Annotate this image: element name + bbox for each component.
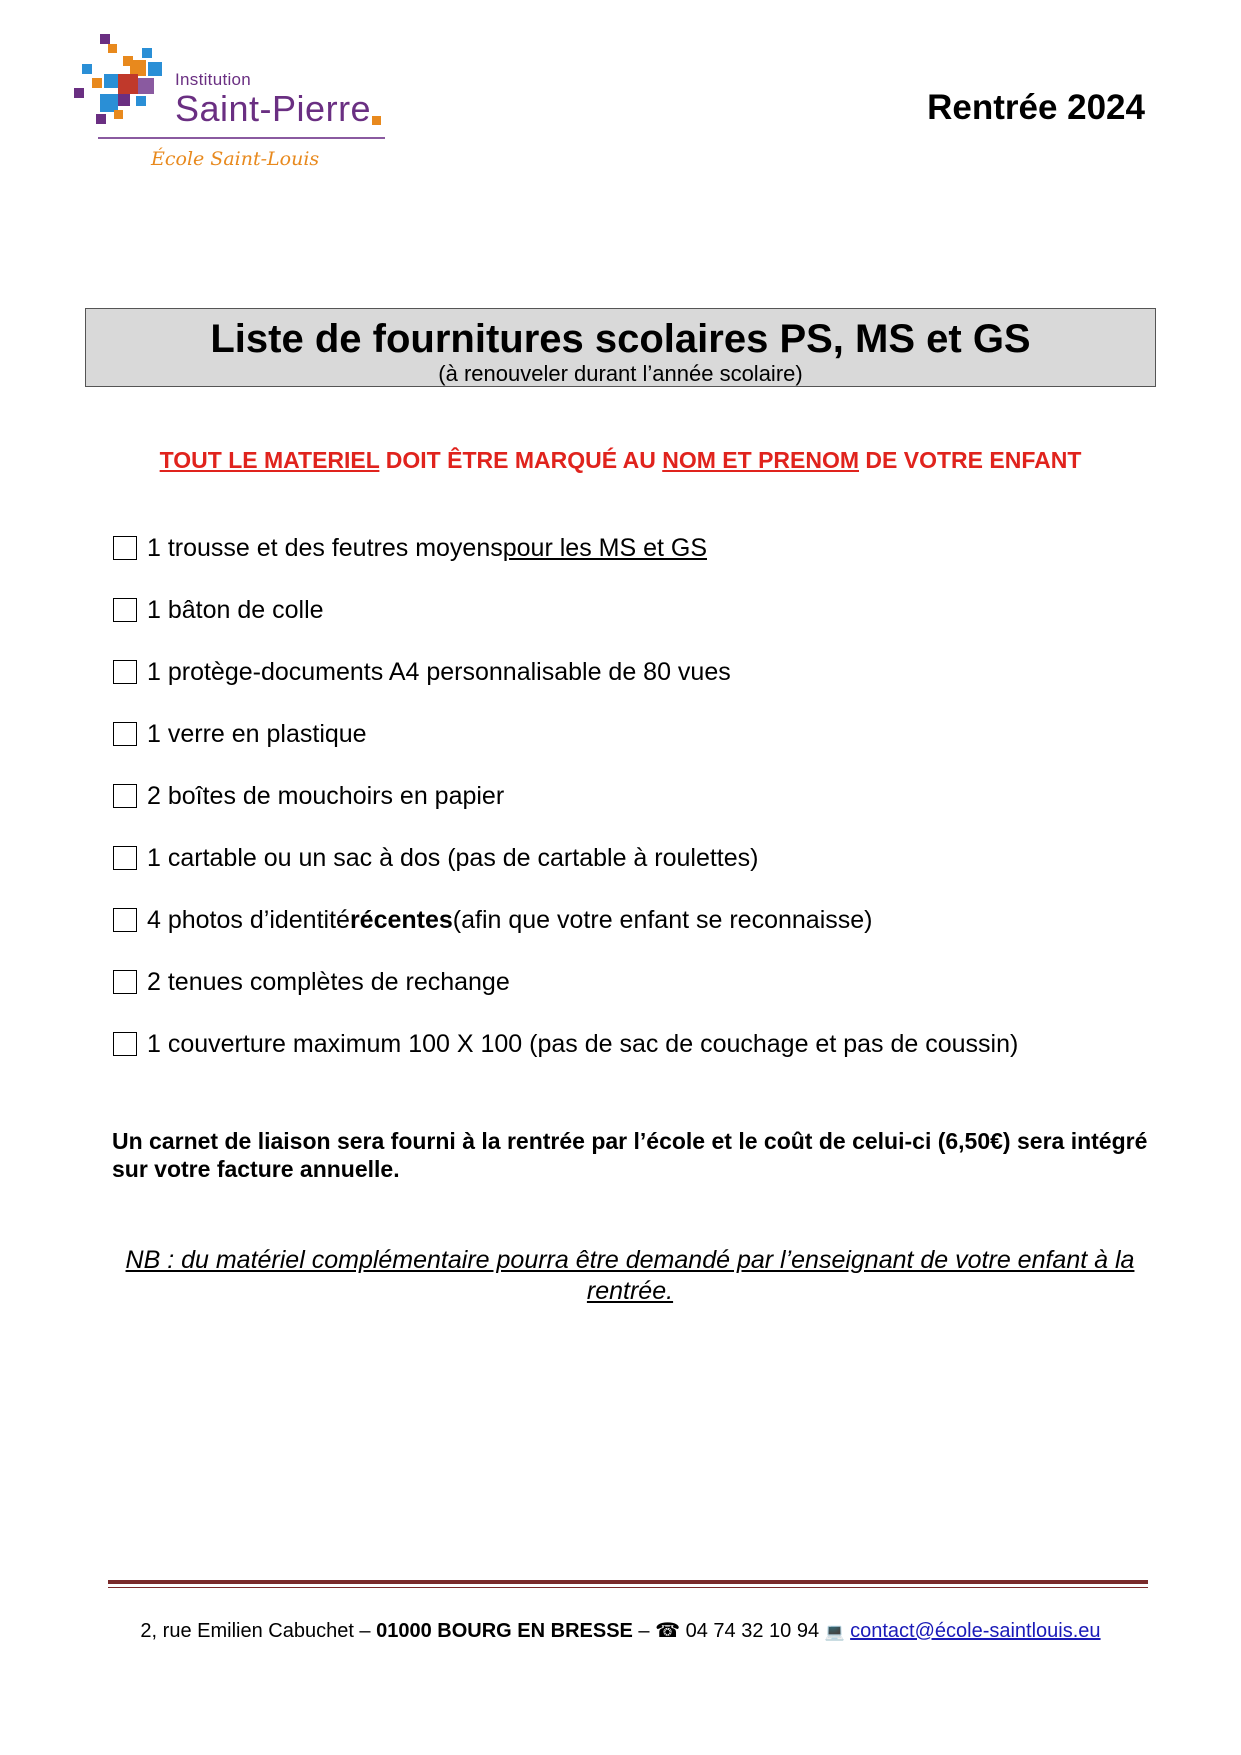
footer-divider (108, 1580, 1148, 1584)
checkbox-icon[interactable] (113, 598, 137, 622)
checklist-item (113, 597, 1018, 623)
supply-checklist (113, 535, 1018, 1093)
warning-notice (0, 447, 1241, 474)
logo-name: Saint-Pierre (175, 88, 372, 129)
checkbox-icon[interactable] (113, 908, 137, 932)
nb-notice: NB : du matériel complémentaire pourra être demandé par l’enseignant de votre enfant à la rentrée. (125, 1246, 1135, 1305)
logo-square (118, 94, 130, 106)
logo-square (372, 116, 381, 125)
logo-school: École Saint-Louis (151, 148, 320, 170)
logo-square (100, 34, 110, 44)
checklist-item (113, 535, 1018, 561)
checkbox-icon[interactable] (113, 846, 137, 870)
logo-square (92, 78, 102, 88)
warning-part-2: DOIT ÊTRE MARQUÉ AU (379, 447, 663, 473)
checklist-item (113, 721, 1018, 747)
checkbox-icon[interactable] (113, 660, 137, 684)
footer-contact (0, 1618, 1241, 1643)
page-title: Liste de fournitures scolaires PS, MS et GS (210, 317, 1031, 361)
logo-divider (98, 137, 385, 139)
warning-part-1: TOUT LE MATERIEL (159, 447, 380, 473)
item-text: 2 boîtes de mouchoirs en papier (147, 781, 505, 810)
item-text: 4 photos d’identité (147, 905, 350, 934)
checkbox-icon[interactable] (113, 784, 137, 808)
item-text: 1 protège-documents A4 personnalisable de 80 vues (147, 657, 731, 686)
computer-icon: 💻 (824, 1624, 845, 1641)
logo-institution: Institution (175, 70, 252, 89)
item-text: 1 verre en plastique (147, 719, 367, 748)
logo-square (96, 114, 106, 124)
logo-square (138, 78, 154, 94)
item-text-after: (afin que votre enfant se reconnaisse) (452, 905, 873, 934)
checkbox-icon[interactable] (113, 1032, 137, 1056)
checklist-item (113, 659, 1018, 685)
checklist-item (113, 783, 1018, 809)
carnet-notice: Un carnet de liaison sera fourni à la rentrée par l’école et le coût de celui-ci (6,50€) sera intégré sur votre facture annuelle. (112, 1128, 1148, 1182)
logo-square (142, 48, 152, 58)
rentree-heading: Rentrée 2024 (927, 88, 1145, 127)
warning-part-4: DE VOTRE ENFANT (859, 447, 1082, 473)
footer-address: 2, rue Emilien Cabuchet – (140, 1620, 377, 1642)
footer-phone: 04 74 32 10 94 (680, 1620, 825, 1642)
checklist-item (113, 845, 1018, 871)
checklist-item (113, 907, 1018, 933)
item-bold: récentes (349, 905, 453, 934)
logo-square (118, 74, 138, 94)
item-text: 1 bâton de colle (147, 595, 324, 624)
title-box (85, 308, 1156, 387)
logo-square (136, 96, 146, 106)
warning-part-3: NOM ET PRENOM (662, 447, 860, 473)
checkbox-icon[interactable] (113, 970, 137, 994)
item-text: 1 cartable ou un sac à dos (pas de cartable à roulettes) (147, 843, 759, 872)
item-text: 2 tenues complètes de rechange (147, 967, 510, 996)
item-underlined: pour les MS et GS (502, 533, 707, 562)
phone-icon: ☎ (655, 1620, 681, 1642)
footer-divider-thin (108, 1587, 1148, 1588)
item-text: 1 trousse et des feutres moyens (147, 533, 503, 562)
checkbox-icon[interactable] (113, 536, 137, 560)
item-text: 1 couverture maximum 100 X 100 (pas de sac de couchage et pas de coussin) (147, 1029, 1019, 1058)
logo-square (108, 44, 117, 53)
logo-square (74, 88, 84, 98)
logo-square (148, 62, 162, 76)
logo-square (82, 64, 92, 74)
checklist-item (113, 1031, 1018, 1057)
footer-sep: – (632, 1620, 656, 1642)
page-subtitle: (à renouveler durant l’année scolaire) (438, 361, 803, 386)
footer-city: 01000 BOURG EN BRESSE (376, 1620, 633, 1642)
footer-email-link[interactable]: contact@école-saintlouis.eu (850, 1620, 1101, 1642)
logo-square (104, 74, 118, 88)
logo-square (114, 110, 123, 119)
checkbox-icon[interactable] (113, 722, 137, 746)
checklist-item (113, 969, 1018, 995)
